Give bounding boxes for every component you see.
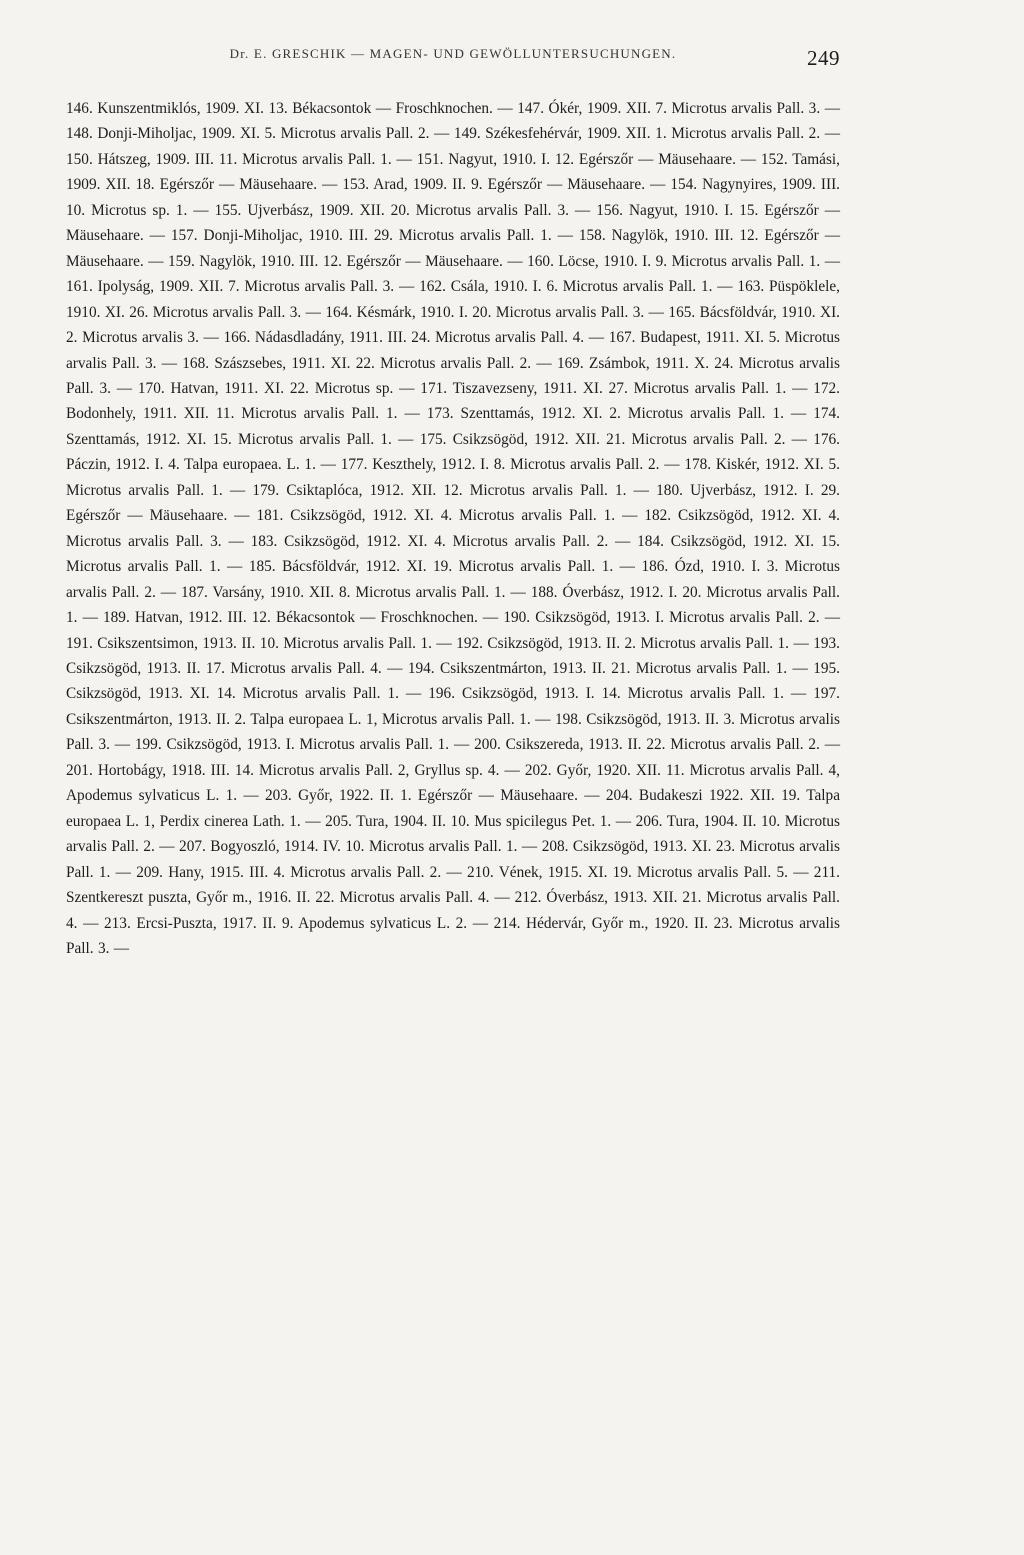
running-head: Dr. E. GRESCHIK — MAGEN- UND GEWÖLLUNTERSUCHUNGEN. bbox=[229, 46, 677, 61]
body-paragraph: 146. Kunszentmiklós, 1909. XI. 13. Békacsontok — Froschknochen. — 147. Ókér, 1909. XII. 7. Microtus arvalis Pall. 3. — 148. Donji-Miholjac, 1909. XI. 5. Microtus arvalis Pall. 2. — 149. Székesfehérvár, 1909. XII. 1. Microtus arvalis Pall. 2. — 150. Hátszeg, 1909. III. 11. Microtus arvalis Pall. 1. — 151. Nagyut, 1910. I. 12. Egérszőr — Mäusehaare. — 152. Tamási, 1909. XII. 18. Egérszőr — Mäusehaare. — 153. Arad, 1909. II. 9. Egérszőr — Mäusehaare. — 154. Nagynyires, 1909. III. 10. Microtus sp. 1. — 155. Ujverbász, 1909. XII. 20. Microtus arvalis Pall. 3. — 156. Nagyut, 1910. I. 15. Egérszőr — Mäusehaare. — 157. Donji-Miholjac, 1910. III. 29. Microtus arvalis Pall. 1. — 158. Nagylök, 1910. III. 12. Egérszőr — Mäusehaare. — 159. Nagylök, 1910. III. 12. Egérszőr — Mäusehaare. — 160. Löcse, 1910. I. 9. Microtus arvalis Pall. 1. — 161. Ipolyság, 1909. XII. 7. Microtus arvalis Pall. 3. — 162. Csála, 1910. I. 6. Microtus arvalis Pall. 1. — 163. Püspöklele, 1910. XI. 26. Microtus arvalis Pall. 3. — 164. Késmárk, 1910. I. 20. Microtus arvalis Pall. 3. — 165. Bácsföldvár, 1910. XI. 2. Microtus arvalis 3. — 166. Nádasdladány, 1911. III. 24. Microtus arvalis Pall. 4. — 167. Budapest, 1911. XI. 5. Microtus arvalis Pall. 3. — 168. Szászsebes, 1911. XI. 22. Microtus arvalis Pall. 2. — 169. Zsámbok, 1911. X. 24. Microtus arvalis Pall. 3. — 170. Hatvan, 1911. XI. 22. Microtus sp. — 171. Tiszavezseny, 1911. XI. 27. Microtus arvalis Pall. 1. — 172. Bodonhely, 1911. XII. 11. Microtus arvalis Pall. 1. — 173. Szenttamás, 1912. XI. 2. Microtus arvalis Pall. 1. — 174. Szenttamás, 1912. XI. 15. Microtus arvalis Pall. 1. — 175. Csikzsögöd, 1912. XII. 21. Microtus arvalis Pall. 2. — 176. Páczin, 1912. I. 4. Talpa europaea. L. 1. — 177. Keszthely, 1912. I. 8. Microtus arvalis Pall. 2. — 178. Kiskér, 1912. XI. 5. Microtus arvalis Pall. 1. — 179. Csiktaplóca, 1912. XII. 12. Microtus arvalis Pall. 1. — 180. Ujverbász, 1912. I. 29. Egérszőr — Mäusehaare. — 181. Csikzsögöd, 1912. XI. 4. Microtus arvalis Pall. 1. — 182. Csikzsögöd, 1912. XI. 4. Microtus arvalis Pall. 3. — 183. Csikzsögöd, 1912. XI. 4. Microtus arvalis Pall. 2. — 184. Csikzsögöd, 1912. XI. 15. Microtus arvalis Pall. 1. — 185. Bácsföldvár, 1912. XI. 19. Microtus arvalis Pall. 1. — 186. Ózd, 1910. I. 3. Microtus arvalis Pall. 2. — 187. Varsány, 1910. XII. 8. Microtus arvalis Pall. 1. — 188. Óverbász, 1912. I. 20. Microtus arvalis Pall. 1. — 189. Hatvan, 1912. III. 12. Békacsontok — Froschknochen. — 190. Csikzsögöd, 1913. I. Microtus arvalis Pall. 2. — 191. Csikszentsimon, 1913. II. 10. Microtus arvalis Pall. 1. — 192. Csikzsögöd, 1913. II. 2. Microtus arvalis Pall. 1. — 193. Csikzsögöd, 1913. II. 17. Microtus arvalis Pall. 4. — 194. Csikszentmárton, 1913. II. 21. Microtus arvalis Pall. 1. — 195. Csikzsögöd, 1913. XI. 14. Microtus arvalis Pall. 1. — 196. Csikzsögöd, 1913. I. 14. Microtus arvalis Pall. 1. — 197. Csikszentmárton, 1913. II. 2. Talpa europaea L. 1, Microtus arvalis Pall. 1. — 198. Csikzsögöd, 1913. II. 3. Microtus arvalis Pall. 3. — 199. Csikzsögöd, 1913. I. Microtus arvalis Pall. 1. — 200. Csikszereda, 1913. II. 22. Microtus arvalis Pall. 2. — 201. Hortobágy, 1918. III. 14. Microtus arvalis Pall. 2, Gryllus sp. 4. — 202. Győr, 1920. XII. 11. Microtus arvalis Pall. 4, Apodemus sylvaticus L. 1. — 203. Győr, 1922. II. 1. Egérszőr — Mäusehaare. — 204. Budakeszi 1922. XII. 19. Talpa europaea L. 1, Perdix cinerea Lath. 1. — 205. Tura, 1904. II. 10. Mus spicilegus Pet. 1. — 206. Tura, 1904. II. 10. Microtus arvalis Pall. 2. — 207. Bogyoszló, 1914. IV. 10. Microtus arvalis Pall. 1. — 208. Csikzsögöd, 1913. XI. 23. Microtus arvalis Pall. 1. — 209. Hany, 1915. III. 4. Microtus arvalis Pall. 2. — 210. Vének, 1915. XI. 19. Microtus arvalis Pall. 5. — 211. Szentkereszt puszta, Győr m., 1916. II. 22. Microtus arvalis Pall. 4. — 212. Óverbász, 1913. XII. 21. Microtus arvalis Pall. 4. — 213. Ercsi-Puszta, 1917. II. 9. Apodemus sylvaticus L. 2. — 214. Hédervár, Győr m., 1920. II. 23. Microtus arvalis Pall. 3. — bbox=[66, 100, 840, 957]
page-number: 249 bbox=[807, 46, 840, 70]
